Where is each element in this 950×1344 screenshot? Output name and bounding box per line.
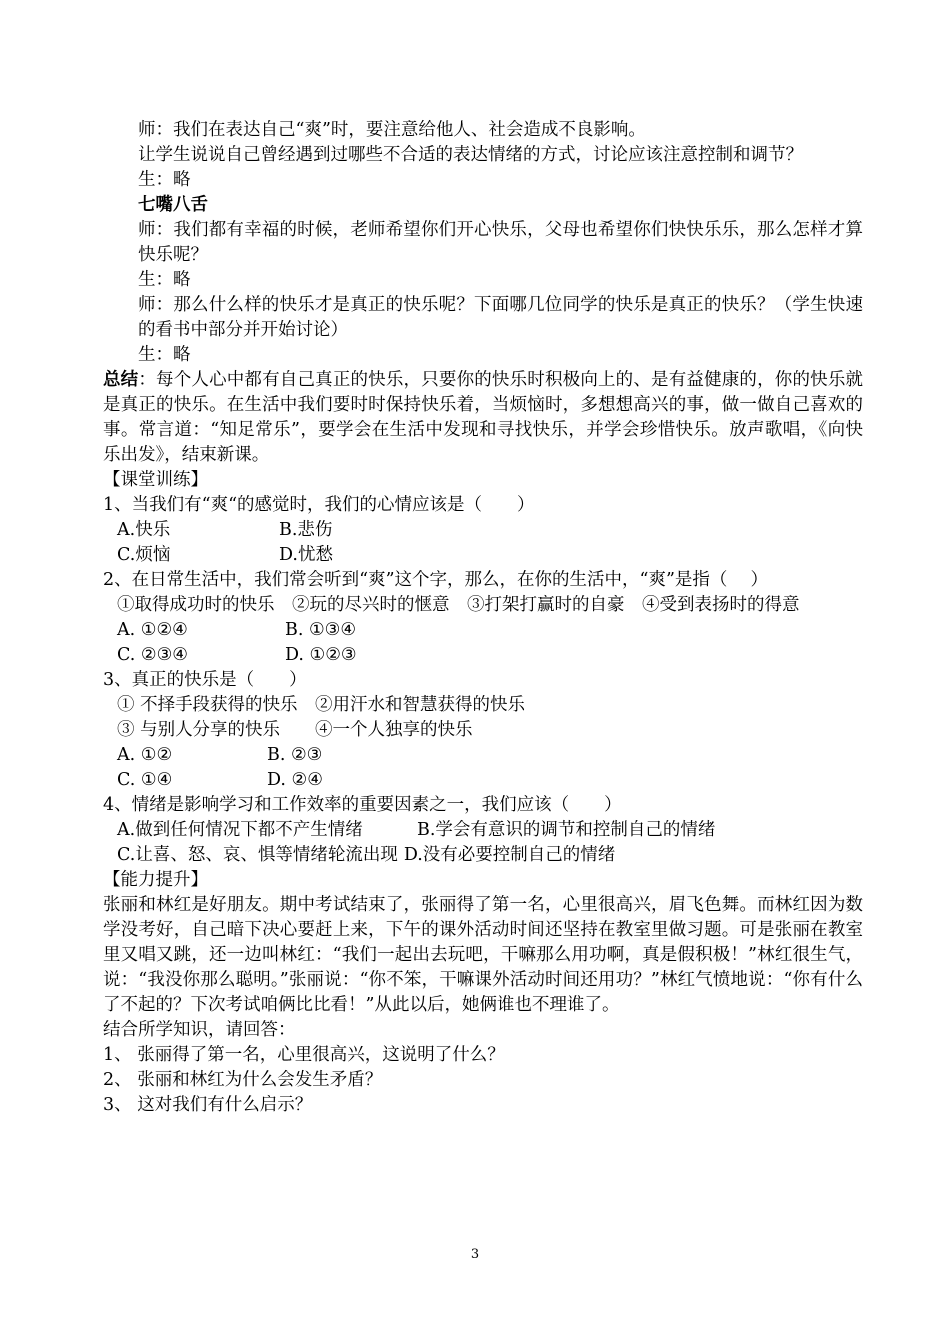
question-3: 3、真正的快乐是（ ） (103, 670, 307, 690)
question-1-options-row1 (103, 518, 863, 543)
teacher-line-2-text: 师：我们都有幸福的时候，老师希望你们开心快乐，父母也希望你们快快乐乐，那么怎样才算快乐呢？ (138, 220, 863, 265)
question-1: 1、当我们有“爽“的感觉时，我们的心情应该是（ ） (103, 495, 535, 515)
question-4-options-row1 (103, 818, 863, 843)
section-heading: 七嘴八舌 (138, 195, 208, 215)
question-3-options-row1 (103, 743, 863, 768)
story-paragraph: 张丽和林红是好朋友。期中考试结束了，张丽得了第一名，心里很高兴，眉飞色舞。而林红因为数学没考好，自己暗下决心要赶上来，下午的课外活动时间还坚持在教室里做习题。可是张丽在教室里又唱又跳，还一边叫林红：“我们一起出去玩吧，干嘛那么用功啊，真是假积极！”林红很生气，说：“我没你那么聪明。”张丽说：“你不笨，干嘛课外活动时间还用功？”林红气愤地说：“你有什么了不起的？下次考试咱俩比比看！”从此以后，她俩谁也不理谁了。 (103, 895, 863, 1015)
option-c: C. ②③④ (117, 645, 188, 665)
option-d: D. ②④ (267, 770, 323, 790)
option-b: B.悲伤 (279, 520, 333, 540)
option-a: A.做到任何情况下都不产生情绪 (117, 820, 363, 840)
page-number: 3 (470, 1247, 480, 1262)
option-b: B. ②③ (267, 745, 323, 765)
option-d: D.没有必要控制自己的情绪 (403, 845, 616, 865)
student-line-3: 生：略 (138, 345, 191, 365)
question-4-options-row2 (103, 843, 863, 868)
question-2: 2、在日常生活中，我们常会听到“爽”这个字，那么，在你的生活中，“爽”是指（ ） (103, 570, 768, 590)
option-d: D.忧愁 (279, 545, 333, 565)
teacher-line-2 (103, 218, 863, 268)
question-3-items-2: ③ 与别人分享的快乐 ④一个人独享的快乐 (117, 720, 473, 740)
answer-question-2: 2、 张丽和林红为什么会发生矛盾？ (103, 1070, 383, 1090)
question-4: 4、情绪是影响学习和工作效率的重要因素之一，我们应该（ ） (103, 795, 622, 815)
instruction-line: 让学生说说自己曾经遇到过哪些不合适的表达情绪的方式，讨论应该注意控制和调节？ (138, 145, 803, 165)
option-d: D. ①②③ (285, 645, 357, 665)
summary-paragraph (103, 368, 863, 468)
question-2-items: ①取得成功时的快乐 ②玩的尽兴时的惬意 ③打架打赢时的自豪 ④受到表扬时的得意 (117, 595, 800, 615)
practice-title: 【课堂训练】 (103, 470, 208, 490)
teacher-line-3 (103, 293, 863, 343)
option-c: C.让喜、怒、哀、惧等情绪轮流出现 (117, 845, 398, 865)
option-a: A.快乐 (117, 520, 171, 540)
option-c: C. ①④ (117, 770, 173, 790)
option-a: A. ①②④ (117, 620, 188, 640)
answer-prompt: 结合所学知识，请回答： (103, 1020, 296, 1040)
ability-title: 【能力提升】 (103, 870, 208, 890)
question-1-options-row2 (103, 543, 863, 568)
question-2-options-row1 (103, 618, 863, 643)
summary-label: 总结 (103, 370, 139, 390)
document-body (103, 118, 863, 1118)
summary-text: ：每个人心中都有自己真正的快乐，只要你的快乐时积极向上的、是有益健康的，你的快乐就是真正的快乐。在生活中我们要时时保持快乐着，当烦恼时，多想想高兴的事，做一做自己喜欢的事。常言道：“知足常乐”，要学会在生活中发现和寻找快乐，并学会珍惜快乐。放声歌唱，《向快乐出发》，结束新课。 (103, 370, 863, 465)
question-3-options-row2 (103, 768, 863, 793)
student-line-1: 生：略 (138, 170, 191, 190)
teacher-line-1: 师：我们在表达自己“爽”时，要注意给他人、社会造成不良影响。 (138, 120, 646, 140)
option-c: C.烦恼 (117, 545, 171, 565)
question-2-options-row2 (103, 643, 863, 668)
option-b: B.学会有意识的调节和控制自己的情绪 (417, 820, 716, 840)
option-a: A. ①② (117, 745, 173, 765)
question-3-items-1: ① 不择手段获得的快乐 ②用汗水和智慧获得的快乐 (117, 695, 526, 715)
option-b: B. ①③④ (285, 620, 357, 640)
answer-question-3: 3、 这对我们有什么启示？ (103, 1095, 313, 1115)
teacher-line-3-text: 师：那么什么样的快乐才是真正的快乐呢？下面哪几位同学的快乐是真正的快乐？（学生快速的看书中部分并开始讨论） (138, 295, 863, 340)
answer-question-1: 1、 张丽得了第一名，心里很高兴，这说明了什么？ (103, 1045, 505, 1065)
student-line-2: 生：略 (138, 270, 191, 290)
